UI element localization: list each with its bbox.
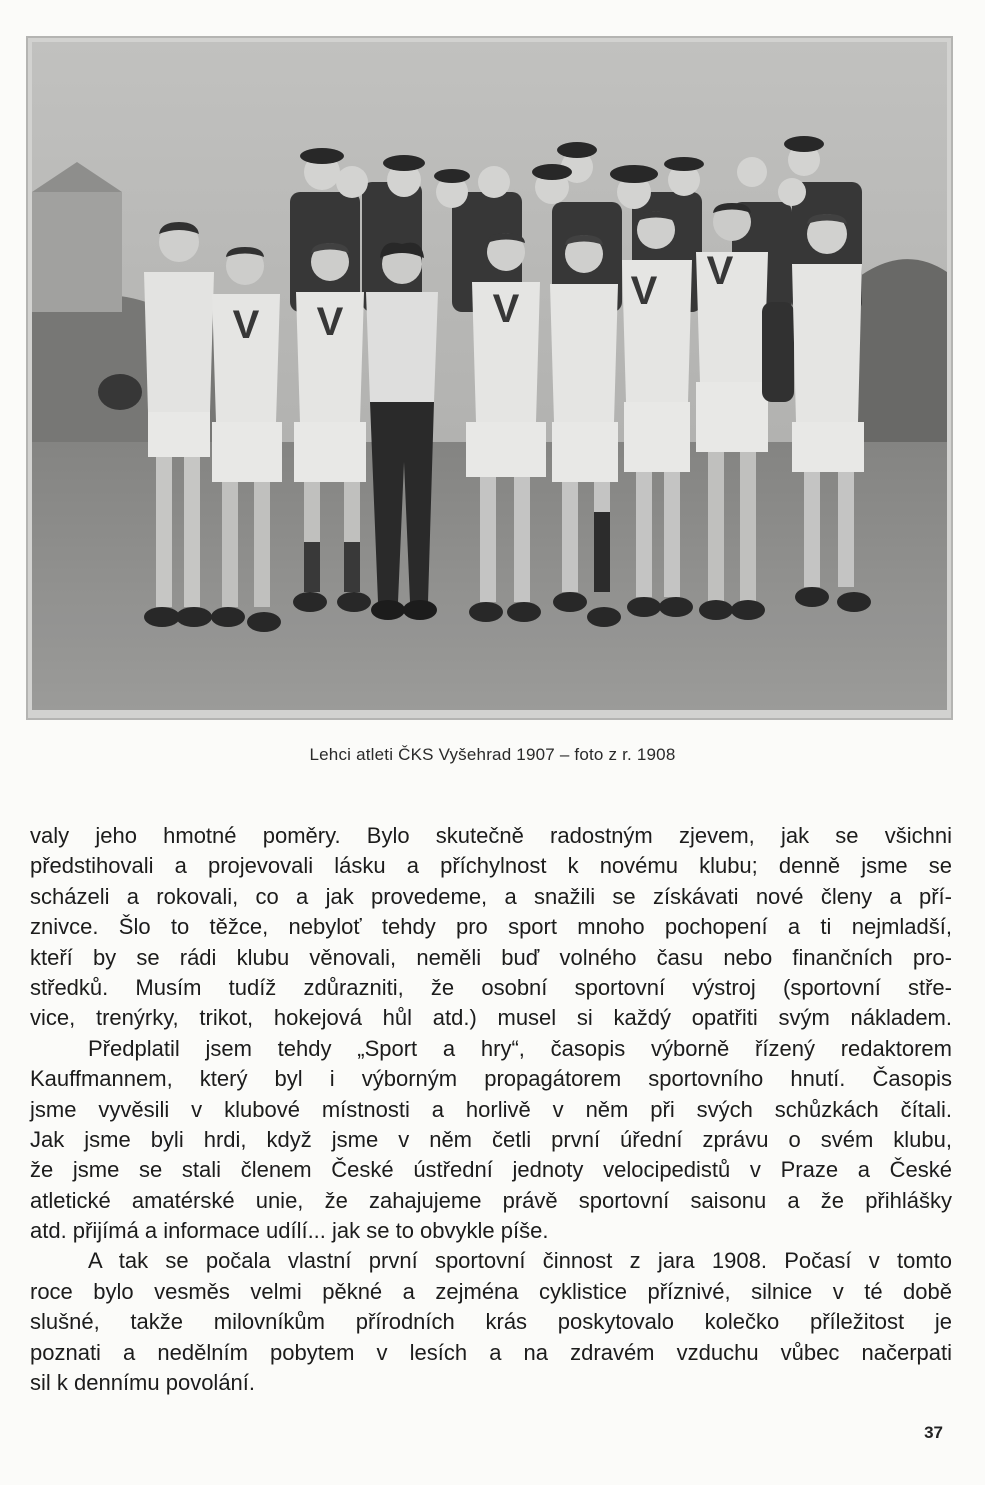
text-line: Kauffmannem, který byl i výborným propagátorem sportovního hnutí. Časopis bbox=[30, 1066, 952, 1092]
text-line: sil k dennímu povolání. bbox=[30, 1370, 256, 1396]
text-line: roce bylo vesměs velmi pěkné a zejména cyklistice příznivé, silnice v té době bbox=[30, 1278, 952, 1304]
text-line: poznati a nedělním pobytem v lesích a na zdravém vzduchu vůbec načerpati bbox=[30, 1339, 952, 1365]
text-line: předstihovali a projevovali lásku a příchylnost k novému klubu; denně jsme se bbox=[30, 853, 952, 879]
text-line: atd. přijímá a informace udílí... jak se to obvykle píše. bbox=[30, 1218, 549, 1244]
text-line: scházeli a rokovali, co a jak provedeme, a snažili se získávati nové členy a pří- bbox=[30, 883, 952, 909]
text-line: znivce. Šlo to těžce, nebyloť tehdy pro sport mnoho pochopení a ti nejmladší, bbox=[30, 914, 952, 940]
text-line: vice, trenýrky, trikot, hokejová hůl atd.) musel si každý opatřiti svým nákladem. bbox=[30, 1005, 952, 1031]
page-number: 37 bbox=[924, 1423, 943, 1442]
text-line: že jsme se stali členem České ústřední jednoty velocipedistů v Praze a České bbox=[30, 1157, 952, 1183]
text-line: Jak jsme byli hrdi, když jsme v něm četli první úřední zprávu o svém klubu, bbox=[30, 1126, 952, 1152]
jersey-letter: V bbox=[232, 303, 260, 347]
text-line: A tak se počala vlastní první sportovní činnost z jara 1908. Počasí v tomto bbox=[88, 1248, 952, 1274]
jersey-letter: V bbox=[630, 269, 658, 313]
text-line: slušné, takže milovníkům přírodních krás poskytovalo kolečko příležitost je bbox=[30, 1309, 952, 1335]
text-line: jsme vyvěsili v klubové místnosti a horlivě v něm při svých schůzkách čítali. bbox=[30, 1096, 952, 1122]
text-line: valy jeho hmotné poměry. Bylo skutečně radostným zjevem, jak se všichni bbox=[30, 823, 952, 848]
photo-caption: Lehci atleti ČKS Vyšehrad 1907 – foto z r. 1908 bbox=[309, 745, 676, 764]
body-text bbox=[30, 821, 952, 1398]
text-line: kteří by se rádi klubu věnovali, neměli buď volného času nebo finančních pro- bbox=[30, 944, 952, 970]
jersey-letter: V bbox=[706, 249, 734, 293]
jersey-letter: V bbox=[492, 287, 520, 331]
photo-frame bbox=[26, 36, 953, 720]
text-line: Předplatil jsem tehdy „Sport a hry“, časopis výborně řízený redaktorem bbox=[88, 1035, 952, 1061]
team-photograph bbox=[32, 42, 947, 710]
text-line: atletické amatérské unie, že zahajujeme právě sportovní saisonu a že přihlášky bbox=[30, 1187, 952, 1213]
jersey-letter: V bbox=[316, 300, 344, 344]
text-line: středků. Musím tudíž zdůrazniti, že osobní sportovní výstroj (sportovní stře- bbox=[30, 974, 952, 1000]
